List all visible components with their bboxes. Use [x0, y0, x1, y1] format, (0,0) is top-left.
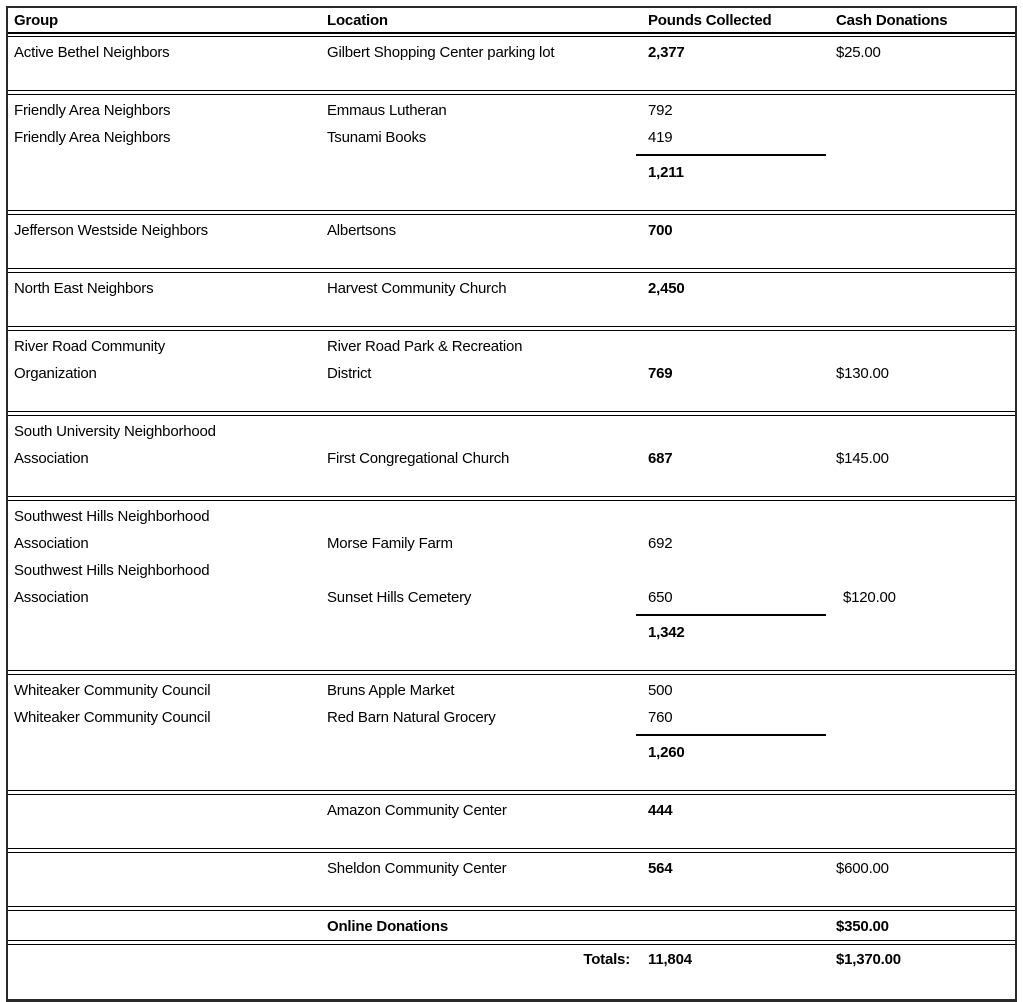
table-section-south-university — [8, 415, 1015, 497]
cell-pounds: 769 — [648, 365, 673, 382]
table-row — [8, 124, 1015, 151]
cell-location: Emmaus Lutheran — [327, 102, 447, 119]
cell-group: Friendly Area Neighbors — [14, 102, 171, 119]
cell-location: River Road Park & Recreation — [327, 338, 523, 355]
cell-group: Whiteaker Community Council — [14, 709, 211, 726]
table-row — [8, 333, 1015, 360]
cell-cash: $145.00 — [836, 450, 889, 467]
table-section-friendly-area — [8, 94, 1015, 211]
totals-label: Totals: — [583, 950, 630, 968]
table-row — [8, 530, 1015, 557]
cell-pounds: 1,211 — [648, 164, 684, 181]
cell-location: Tsunami Books — [327, 129, 427, 146]
header-pounds-collected: Pounds Collected — [648, 11, 772, 29]
cell-location: Amazon Community Center — [327, 802, 507, 819]
cell-pounds: 1,260 — [648, 744, 685, 761]
cell-location: District — [327, 365, 372, 382]
cell-pounds: 1,342 — [648, 624, 685, 641]
cell-group: North East Neighbors — [14, 280, 154, 297]
table-row — [8, 360, 1015, 387]
cell-group: Southwest Hills Neighborhood — [14, 508, 210, 525]
table-row — [8, 39, 1015, 66]
subtotal-rule — [636, 614, 826, 616]
cell-location: Sunset Hills Cemetery — [327, 589, 472, 606]
cell-pounds: 700 — [648, 222, 673, 239]
header-group: Group — [14, 11, 58, 29]
cell-location: Sheldon Community Center — [327, 860, 507, 877]
cell-group: Friendly Area Neighbors — [14, 129, 171, 146]
table-section-southwest-hills — [8, 500, 1015, 671]
table-section-north-east — [8, 272, 1015, 327]
cell-pounds: 792 — [648, 102, 673, 119]
donations-table — [6, 6, 1017, 1002]
table-row — [8, 677, 1015, 704]
table-row — [8, 159, 1015, 186]
table-row — [8, 855, 1015, 882]
table-header-row — [8, 8, 1015, 34]
table-row — [8, 584, 1015, 611]
table-section-amazon-community-center — [8, 794, 1015, 849]
cell-pounds: 2,450 — [648, 280, 685, 297]
table-row — [8, 445, 1015, 472]
subtotal-rule — [636, 154, 826, 156]
table-section-jefferson-westside — [8, 214, 1015, 269]
subtotal-rule — [636, 734, 826, 736]
totals-pounds: 11,804 — [648, 950, 692, 968]
cell-location: Red Barn Natural Grocery — [327, 709, 496, 726]
table-row — [8, 503, 1015, 530]
cell-cash: $350.00 — [836, 918, 889, 935]
cell-pounds: 650 — [648, 589, 673, 606]
table-section-river-road — [8, 330, 1015, 412]
cell-pounds: 692 — [648, 535, 673, 552]
table-row — [8, 557, 1015, 584]
totals-row — [8, 944, 1015, 999]
table-row — [8, 797, 1015, 824]
cell-cash: $25.00 — [836, 44, 881, 61]
cell-location: Bruns Apple Market — [327, 682, 455, 699]
table-row — [8, 217, 1015, 244]
cell-group: Association — [14, 589, 89, 606]
table-section-online-donations — [8, 910, 1015, 941]
table-section-active-bethel — [8, 36, 1015, 91]
cell-location: Gilbert Shopping Center parking lot — [327, 44, 555, 61]
cell-pounds: 500 — [648, 682, 673, 699]
header-cash-donations: Cash Donations — [836, 11, 948, 29]
cell-location: Harvest Community Church — [327, 280, 507, 297]
cell-group: Organization — [14, 365, 97, 382]
table-row — [8, 275, 1015, 302]
cell-location: First Congregational Church — [327, 450, 510, 467]
table-row — [8, 704, 1015, 731]
table-row — [8, 913, 1015, 940]
cell-location: Albertsons — [327, 222, 396, 239]
cell-cash: $130.00 — [836, 365, 889, 382]
table-section-sheldon-community-center — [8, 852, 1015, 907]
cell-pounds: 2,377 — [648, 44, 685, 61]
cell-group: South University Neighborhood — [14, 423, 216, 440]
cell-pounds: 444 — [648, 802, 673, 819]
totals-cash: $1,370.00 — [836, 950, 901, 968]
cell-location: Morse Family Farm — [327, 535, 453, 552]
cell-location: Online Donations — [327, 918, 448, 935]
cell-group: Association — [14, 535, 89, 552]
table-row — [8, 97, 1015, 124]
cell-group: Jefferson Westside Neighbors — [14, 222, 208, 239]
table-row — [8, 619, 1015, 646]
header-location: Location — [327, 11, 388, 29]
table-sections — [8, 36, 1015, 941]
cell-group: Active Bethel Neighbors — [14, 44, 170, 61]
table-row — [8, 739, 1015, 766]
cell-pounds: 687 — [648, 450, 673, 467]
cell-pounds: 564 — [648, 860, 673, 877]
cell-group: Association — [14, 450, 89, 467]
cell-pounds: 760 — [648, 709, 673, 726]
cell-group: River Road Community — [14, 338, 166, 355]
cell-cash: $600.00 — [836, 860, 889, 877]
cell-cash: $120.00 — [843, 589, 896, 606]
table-section-whiteaker — [8, 674, 1015, 791]
cell-pounds: 419 — [648, 129, 673, 146]
cell-group: Southwest Hills Neighborhood — [14, 562, 210, 579]
cell-group: Whiteaker Community Council — [14, 682, 211, 699]
table-row — [8, 418, 1015, 445]
